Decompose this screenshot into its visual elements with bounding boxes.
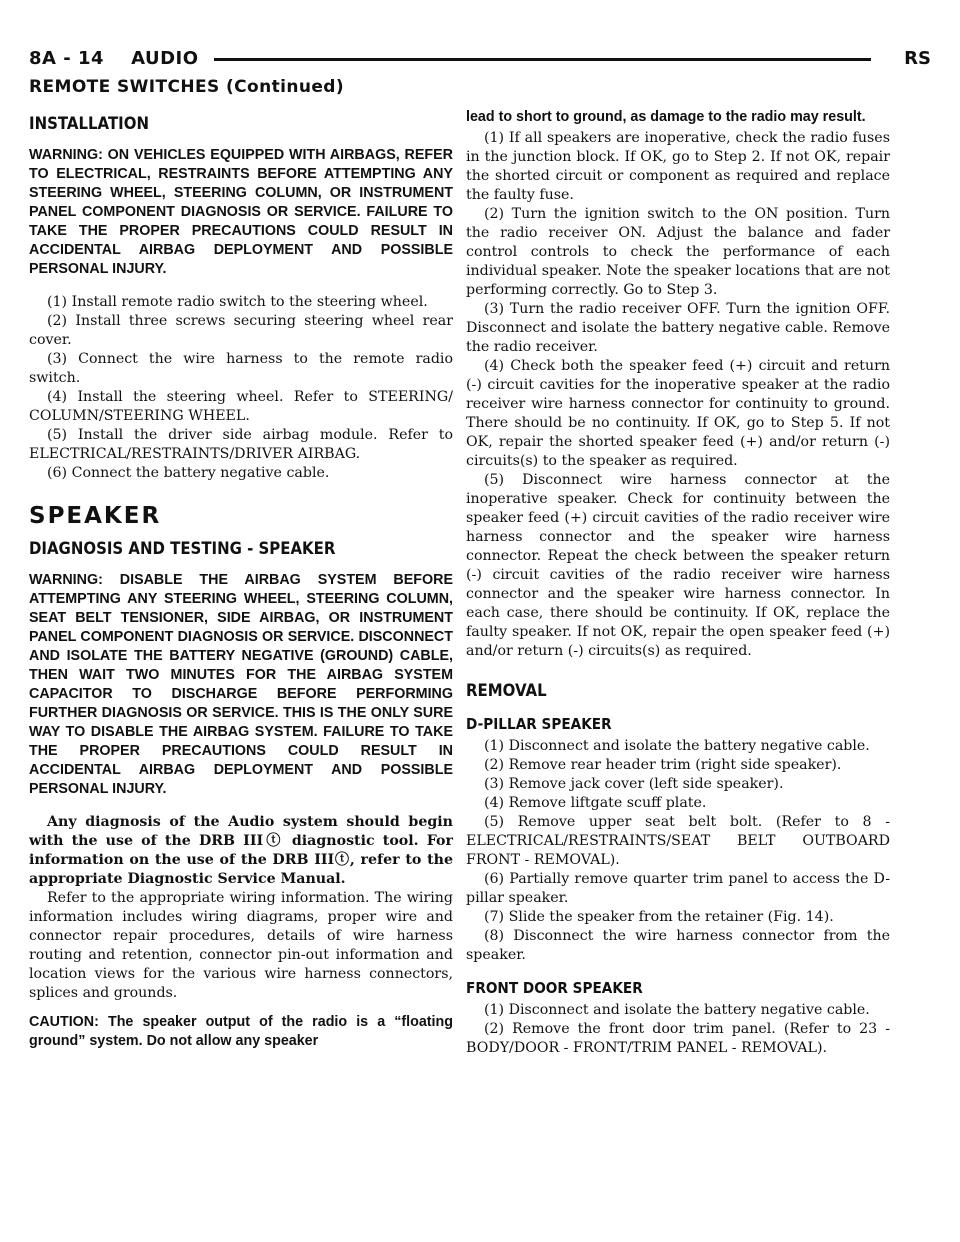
frontdoor-step: (2) Remove the front door trim panel. (Refer to 23 - BODY/DOOR - FRONT/TRIM PANEL - REMOVAL). (466, 1021, 890, 1056)
caution-start: CAUTION: The speaker output of the radio is a “floating ground” system. Do not allow any speaker (29, 1014, 453, 1049)
dpillar-step: (8) Disconnect the wire harness connector from the speaker. (466, 928, 890, 963)
drb-note: Any diagnosis of the Audio system should begin with the use of the DRB IIIⓣ diagnostic tool. For information on the use of the DRB IIIⓣ, refer to the appropriate Diagnostic Service Manual. (29, 814, 453, 887)
model-code: RS (904, 48, 931, 69)
diag-step: (4) Check both the speaker feed (+) circuit and return (-) circuit cavities for the inoperative speaker at the radio receiver wire harness connector for continuity to ground. There should be no continuity. If OK, go to Step 5. If not OK, repair the shorted speaker feed (+) and/or return (-) circuits(s) to the speaker as required. (466, 358, 890, 469)
diag-step: (1) If all speakers are inoperative, check the radio fuses in the junction block. If OK, go to Step 2. If not OK, repair the shorted circuit or component as required and replace the faulty fuse. (466, 130, 890, 203)
diagnosis-heading: DIAGNOSIS AND TESTING - SPEAKER (29, 539, 336, 559)
continued-title: REMOTE SWITCHES (Continued) (29, 77, 345, 97)
diagnosis-warning: WARNING: DISABLE THE AIRBAG SYSTEM BEFORE ATTEMPTING ANY STEERING WHEEL, STEERING COLUMN, SEAT BELT TENSIONER, SIDE AIRBAG, OR INSTRUMENT PANEL COMPONENT DIAGNOSIS OR SERVICE. DISCONNECT AND ISOLATE THE BATTERY NEGATIVE (GROUND) CABLE, THEN WAIT TWO MINUTES FOR THE AIRBAG SYSTEM CAPACITOR TO DISCHARGE BEFORE PERFORMING FURTHER DIAGNOSIS OR SERVICE. THIS IS THE ONLY SURE WAY TO DISABLE THE AIRBAG SYSTEM. FAILURE TO TAKE THE PROPER PRECAUTIONS COULD RESULT IN ACCIDENTAL AIRBAG DEPLOYMENT AND POSSIBLE PERSONAL INJURY. (29, 572, 453, 797)
dpillar-step: (7) Slide the speaker from the retainer (Fig. 14). (484, 909, 834, 925)
diag-step: (3) Turn the radio receiver OFF. Turn the ignition OFF. Disconnect and isolate the battery negative cable. Remove the radio receiver. (466, 301, 890, 355)
page-header (29, 48, 931, 72)
install-step: (3) Connect the wire harness to the remote radio switch. (29, 351, 453, 386)
wiring-note: Refer to the appropriate wiring information. The wiring information includes wiring diagrams, proper wire and connector repair procedures, details of wire harness routing and retention, connector pin-out information and location views for the various wire harness connectors, splices and grounds. (29, 890, 453, 1001)
frontdoor-heading: FRONT DOOR SPEAKER (466, 979, 643, 997)
removal-heading: REMOVAL (466, 681, 547, 701)
install-step: (2) Install three screws securing steering wheel rear cover. (29, 313, 453, 348)
dpillar-heading: D-PILLAR SPEAKER (466, 715, 612, 733)
install-step: (5) Install the driver side airbag module. Refer to ELECTRICAL/RESTRAINTS/DRIVER AIRBAG. (29, 427, 453, 462)
header-rule (214, 58, 871, 61)
spacer (29, 1003, 453, 1013)
section-label: 8A - 14 AUDIO (29, 48, 199, 69)
diag-step: (2) Turn the ignition switch to the ON position. Turn the radio receiver ON. Adjust the balance and fader control controls to check the performance of each individual speaker. Note the speaker locations that are not performing correctly. Go to Step 3. (466, 206, 890, 298)
install-step: (6) Connect the battery negative cable. (47, 465, 330, 481)
speaker-heading: SPEAKER (29, 503, 162, 529)
install-step: (4) Install the steering wheel. Refer to STEERING/ COLUMN/STEERING WHEEL. (29, 389, 453, 424)
dpillar-step: (5) Remove upper seat belt bolt. (Refer to 8 - ELECTRICAL/RESTRAINTS/SEAT BELT OUTBOARD FRONT - REMOVAL). (466, 814, 890, 868)
dpillar-step: (4) Remove liftgate scuff plate. (484, 795, 707, 811)
frontdoor-step: (1) Disconnect and isolate the battery negative cable. (484, 1002, 870, 1018)
install-step: (1) Install remote radio switch to the steering wheel. (47, 294, 428, 310)
dpillar-step: (6) Partially remove quarter trim panel to access the D-pillar speaker. (466, 871, 890, 906)
installation-heading: INSTALLATION (29, 114, 149, 134)
diag-step: (5) Disconnect wire harness connector at the inoperative speaker. Check for continuity between the speaker feed (+) circuit cavities of the radio receiver wire harness connector and the speaker wire harness connector. Repeat the check between the speaker return (-) circuit cavities of the radio receiver wire harness connector and the speaker wire harness connector. In each case, there should be continuity. If OK, replace the faulty speaker. If not OK, repair the open speaker feed (+) and/or return (-) circuits(s) as required. (466, 472, 890, 659)
installation-warning: WARNING: ON VEHICLES EQUIPPED WITH AIRBAGS, REFER TO ELECTRICAL, RESTRAINTS BEFORE ATTEMPTING ANY STEERING WHEEL, STEERING COLUMN, OR INSTRUMENT PANEL COMPONENT DIAGNOSIS OR SERVICE. FAILURE TO TAKE THE PROPER PRECAUTIONS COULD RESULT IN ACCIDENTAL AIRBAG DEPLOYMENT AND POSSIBLE PERSONAL INJURY. (29, 147, 453, 277)
dpillar-step: (2) Remove rear header trim (right side speaker). (484, 757, 842, 773)
dpillar-step: (3) Remove jack cover (left side speaker). (484, 776, 784, 792)
right-column (466, 108, 890, 1058)
dpillar-step: (1) Disconnect and isolate the battery negative cable. (484, 738, 870, 754)
caution-end: lead to short to ground, as damage to the radio may result. (466, 109, 866, 125)
left-column (29, 108, 453, 1065)
